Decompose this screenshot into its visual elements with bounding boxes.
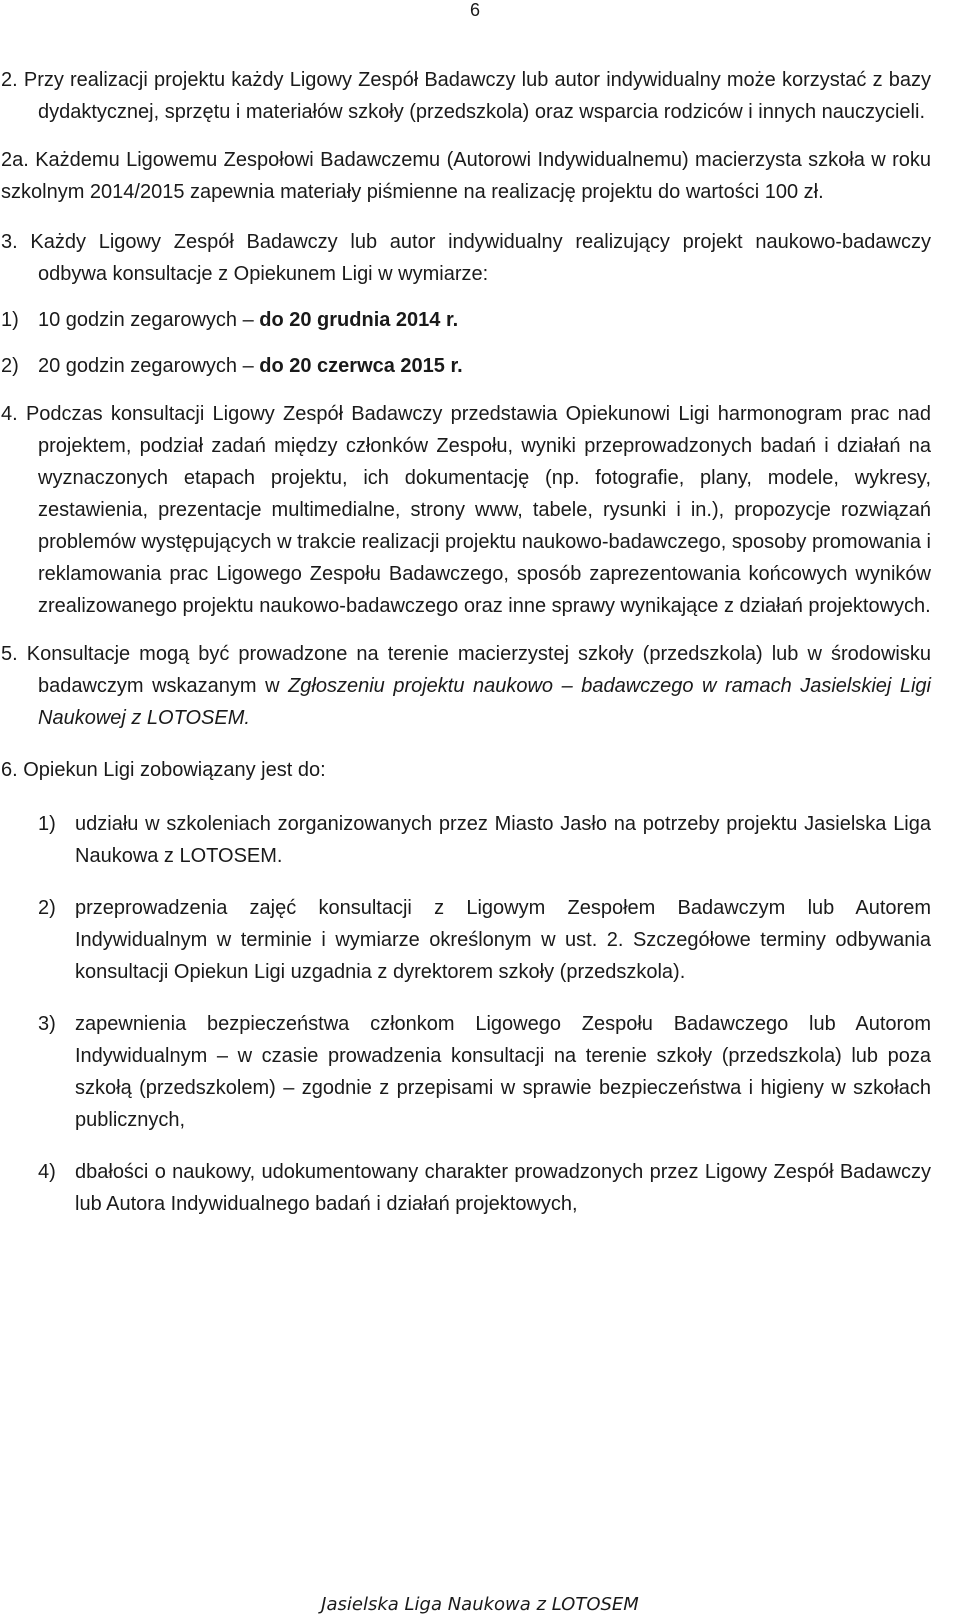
paragraph-4 (1, 398, 931, 622)
list-item-number: 1) (1, 309, 19, 331)
list-item-text: dbałości o naukowy, udokumentowany charakter prowadzonych przez Ligowy Zespół Badawczy lub Autora Indywidualnego badań i działań projektowych, (75, 1161, 931, 1215)
list-item-number: 3) (38, 1013, 56, 1035)
list-item-text: zapewnienia bezpieczeństwa członkom Ligowego Zespołu Badawczego lub Autorom Indywidualnym – w czasie prowadzenia konsultacji na terenie szkoły (przedszkola) lub poza szkołą (przedszkolem) – zgodnie z przepisami w sprawie bezpieczeństwa i higieny w szkołach publicznych, (75, 1013, 931, 1131)
list-item (1, 1156, 931, 1220)
paragraph-2 (1, 64, 931, 128)
list-item-text: 20 godzin zegarowych – (38, 355, 260, 377)
page-number: 6 (470, 0, 481, 20)
paragraph-number: 2a. (1, 149, 29, 171)
paragraph-number: 5. (1, 643, 18, 665)
list-item-text: udziału w szkoleniach zorganizowanych przez Miasto Jasło na potrzeby projektu Jasielska Liga Naukowa z LOTOSEM. (75, 813, 931, 867)
paragraph-2a (1, 144, 931, 208)
paragraph-number: 2. (1, 69, 18, 91)
paragraph-6 (1, 754, 931, 786)
paragraph-text: Konsultacje mogą być prowadzone na terenie macierzystej szkoły (przedszkola) lub w środowisku badawczym wskazanym w (26, 643, 931, 697)
document-body (1, 64, 931, 1220)
paragraph-text: Każdemu Ligowemu Zespołowi Badawczemu (Autorowi Indywidualnemu) macierzysta szkoła w roku szkolnym 2014/2015 zapewnia materiały piśmienne na realizację projektu do wartości 100 zł. (1, 149, 931, 203)
list-item (1, 808, 931, 872)
deadline-text: do 20 grudnia 2014 r. (259, 309, 459, 331)
paragraph-text: Podczas konsultacji Ligowy Zespół Badawczy przedstawia Opiekunowi Ligi harmonogram prac nad projektem, podział zadań między członków Zespołu, wyniki przeprowadzonych badań i działań na wyznaczonych etapach projektu, ich dokumentację (np. fotografie, plany, modele, wykresy, zestawienia, prezentacje multimedialne, strony www, tabele, rysunki i in.), propozycje rozwiązań problemów występujących w trakcie realizacji projektu naukowo-badawczego, sposoby promowania i reklamowania prac Ligowego Zespołu Badawczego, sposób zaprezentowania końcowych wyników zrealizowanego projektu naukowo-badawczego oraz inne sprawy wynikające z działań projektowych. (25, 403, 931, 617)
list-item-number: 4) (38, 1161, 56, 1183)
paragraph-3 (1, 226, 931, 290)
list-item-text: przeprowadzenia zajęć konsultacji z Ligowym Zespołem Badawczym lub Autorem Indywidualnym w terminie i wymiarze określonym w ust. 2. Szczegółowe terminy odbywania konsultacji Opiekun Ligi uzgadnia z dyrektorem szkoły (przedszkola). (75, 897, 931, 983)
list-item-number: 2) (1, 355, 19, 377)
paragraph-number: 4. (1, 403, 18, 425)
paragraph-number: 6. (1, 759, 18, 781)
list-item (1, 892, 931, 988)
paragraph-text: Przy realizacji projektu każdy Ligowy Zespół Badawczy lub autor indywidualny może korzystać z bazy dydaktycznej, sprzętu i materiałów szkoły (przedszkola) oraz wsparcia rodziców i innych nauczycieli. (23, 69, 932, 123)
list-item-number: 1) (38, 813, 56, 835)
list-item (1, 304, 931, 336)
list-item (1, 1008, 931, 1136)
list-item-text: 10 godzin zegarowych – (38, 309, 260, 331)
list-item-number: 2) (38, 897, 56, 919)
deadline-text: do 20 czerwca 2015 r. (259, 355, 463, 377)
paragraph-number: 3. (1, 231, 18, 253)
paragraph-italic-text: Zgłoszeniu projektu naukowo – badawczego w ramach Jasielskiej Ligi Naukowej z LOTOSEM. (38, 675, 932, 729)
paragraph-5 (1, 638, 931, 734)
list-item (1, 350, 931, 382)
paragraph-text: Każdy Ligowy Zespół Badawczy lub autor indywidualny realizujący projekt naukowo-badawczy odbywa konsultacje z Opiekunem Ligi w wymiarze: (30, 231, 931, 285)
paragraph-text: Opiekun Ligi zobowiązany jest do: (23, 759, 326, 781)
page-footer: Jasielska Liga Naukowa z LOTOSEM (321, 1594, 639, 1615)
